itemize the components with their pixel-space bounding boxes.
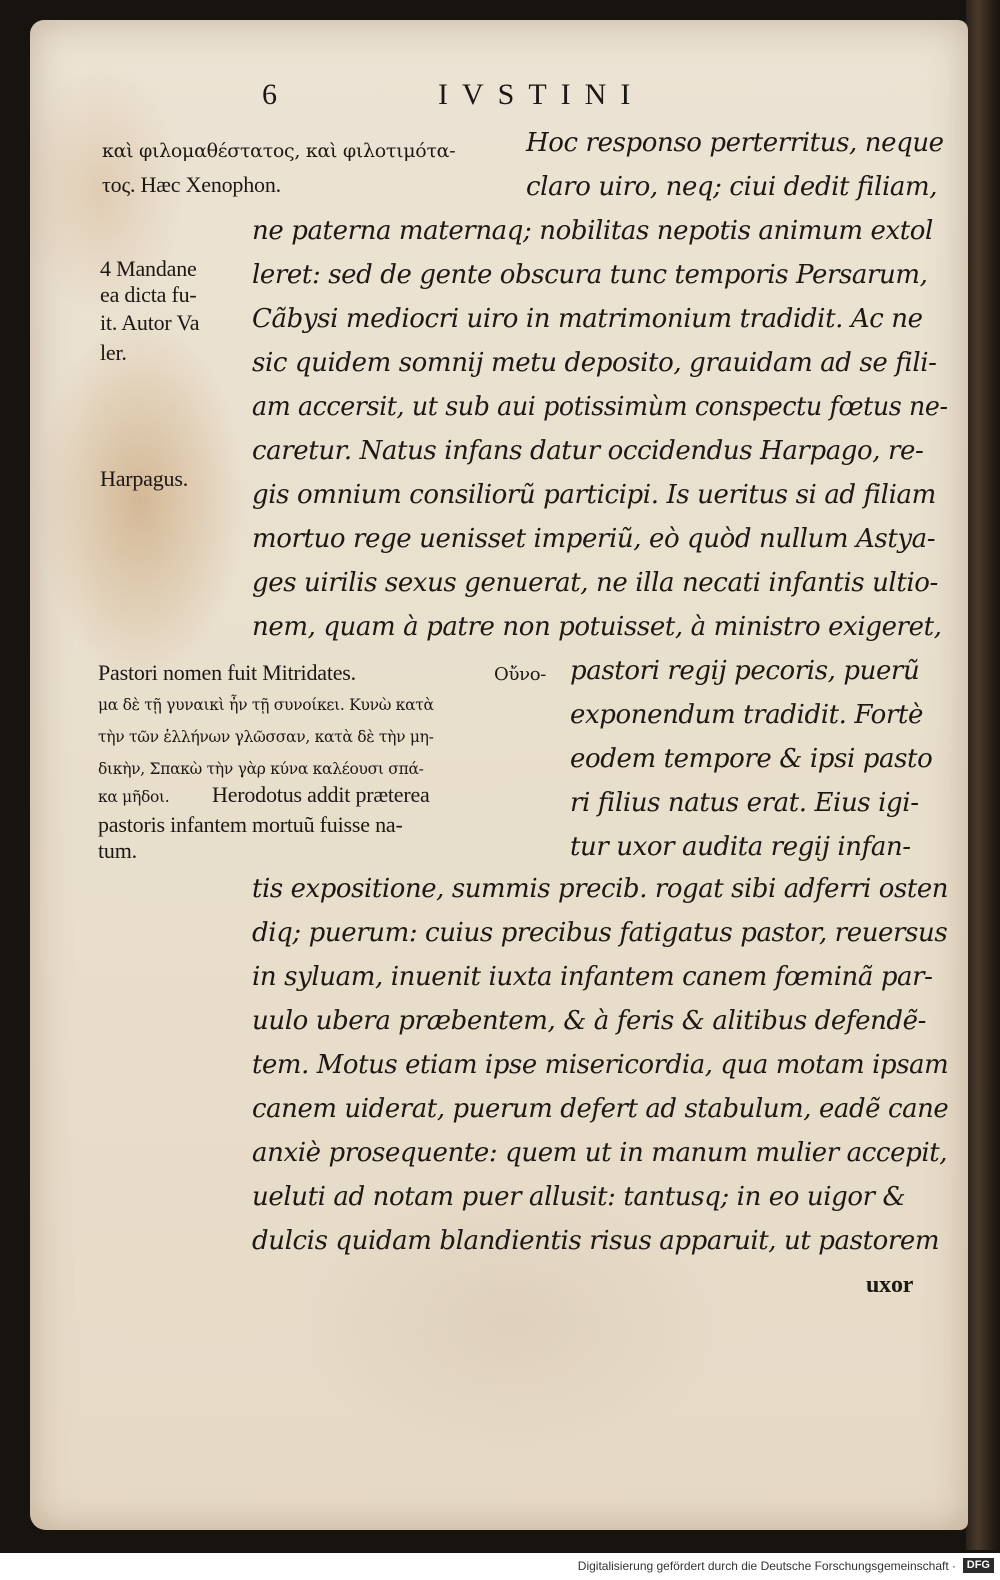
- page-paper: [30, 20, 968, 1530]
- main-text-line-9: gis omnium consiliorũ participi. Is ueritus si ad filiam: [252, 480, 936, 510]
- margin-mandane-line-1: 4 Mandane: [100, 256, 197, 281]
- main-text-line-2: claro uiro, neq; ciui dedit filiam,: [526, 172, 938, 202]
- main-text-line-10: mortuo rege uenisset imperiũ, eò quòd nullum Astya-: [252, 524, 936, 554]
- margin-mandane-line-4: ler.: [100, 340, 127, 365]
- page-number: 6: [262, 78, 277, 111]
- margin-pastor-greek-3: τὴν τῶν ἑλλήνων γλῶσσαν, κατὰ δὲ τὴν μη-: [98, 728, 434, 746]
- main-text-line-1: Hoc responso perterritus, neque: [526, 128, 944, 158]
- margin-xenophon-line: τος. Hæc Xenophon.: [102, 172, 281, 197]
- main-text-line-25: ueluti ad notam puer allusit: tantusq; in eo uigor &: [252, 1182, 906, 1212]
- main-text-line-22: tem. Motus etiam ipse misericordia, qua motam ipsam: [252, 1050, 949, 1080]
- main-text-line-26: dulcis quidam blandientis risus apparuit, ut pastorem: [252, 1226, 940, 1256]
- main-text-line-4: leret: sed de gente obscura tunc temporis Persarum,: [252, 260, 928, 290]
- main-text-line-18: tis expositione, summis precib. rogat sibi adferri osten: [252, 874, 949, 904]
- dfg-logo: DFG: [963, 1558, 994, 1573]
- margin-pastor-latin-1: Pastori nomen fuit Mitridates.: [98, 660, 356, 685]
- main-text-line-20: in syluam, inuenit iuxta infantem canem fœminã par-: [252, 962, 933, 992]
- main-text-line-17: tur uxor audita regij infan-: [570, 832, 911, 862]
- main-text-line-15: eodem tempore & ipsi pasto: [570, 744, 933, 774]
- running-title: IVSTINI: [438, 78, 645, 111]
- digitization-footer: [0, 1553, 1000, 1580]
- main-text-line-13: pastori regij pecoris, puerũ: [570, 656, 920, 686]
- margin-mandane-line-3: it. Autor Va: [100, 310, 200, 335]
- margin-pastor-greek-2: μα δὲ τῇ γυναικὶ ἦν τῇ συνοίκει. Κυνὼ κατὰ: [98, 696, 434, 714]
- main-text-line-12: nem, quam à patre non potuisset, à ministro exigeret,: [252, 612, 942, 642]
- margin-pastor-greek-5: κα μῆδοι.: [98, 788, 170, 806]
- margin-pastor-latin-2: Herodotus addit præterea: [212, 782, 430, 807]
- margin-pastor-latin-4: tum.: [98, 838, 137, 863]
- main-text-line-16: ri filius natus erat. Eius igi-: [570, 788, 919, 818]
- main-text-line-23: canem uiderat, puerum defert ad stabulum, eadẽ cane: [252, 1094, 949, 1124]
- main-text-line-19: diq; puerum: cuius precibus fatigatus pastor, reuersus: [252, 918, 948, 948]
- main-text-line-14: exponendum tradidit. Fortè: [570, 700, 923, 730]
- main-text-line-21: uulo ubera præbentem, & à feris & alitibus defendẽ-: [252, 1006, 927, 1036]
- main-text-line-24: anxiè prosequente: quem ut in manum mulier accepit,: [252, 1138, 948, 1168]
- main-text-line-5: Cãbysi mediocri uiro in matrimonium tradidit. Ac ne: [252, 304, 923, 334]
- footer-credit: Digitalisierung gefördert durch die Deutsche Forschungsgemeinschaft ·: [577, 1559, 956, 1573]
- margin-harpagus: Harpagus.: [100, 466, 189, 491]
- book-spine-edge: [966, 0, 1000, 1550]
- margin-pastor-latin-3: pastoris infantem mortuũ fuisse na-: [98, 812, 403, 837]
- main-text-line-7: am accersit, ut sub aui potissimùm conspectu fœtus ne-: [252, 392, 948, 422]
- margin-greek-line-1: καὶ φιλομαθέστατος, καὶ φιλοτιμότα-: [102, 140, 456, 162]
- margin-mandane-line-2: ea dicta fu-: [100, 282, 197, 307]
- main-text-line-3: ne paterna maternaq; nobilitas nepotis animum extol: [252, 216, 933, 246]
- main-text-line-6: sic quidem somnij metu deposito, grauidam ad se fili-: [252, 348, 937, 378]
- catchword: uxor: [866, 1272, 914, 1298]
- main-text-line-8: caretur. Natus infans datur occidendus Harpago, re-: [252, 436, 924, 466]
- margin-pastor-greek-1: Οὔνο-: [494, 664, 547, 685]
- main-text-line-11: ges uirilis sexus genuerat, ne illa necati infantis ultio-: [252, 568, 938, 598]
- margin-pastor-greek-4: δικὴν, Σπακὼ τὴν γὰρ κύνα καλέουσι σπά-: [98, 760, 424, 778]
